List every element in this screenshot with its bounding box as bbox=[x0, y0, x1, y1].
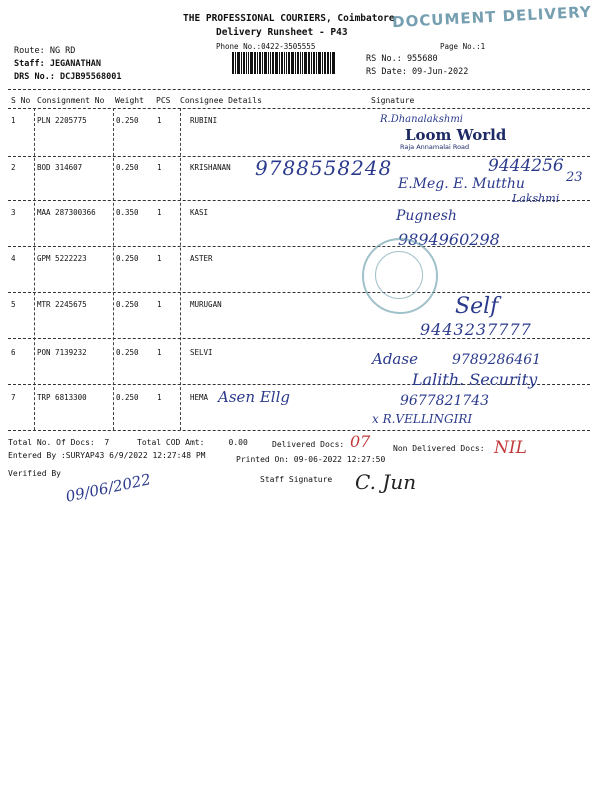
col-consignment: Consignment No bbox=[37, 96, 105, 105]
rs-date: RS Date: 09-Jun-2022 bbox=[366, 67, 469, 77]
col-signature: Signature bbox=[371, 96, 415, 105]
route: Route: NG RD bbox=[14, 46, 76, 56]
row-consignee: KASI bbox=[190, 208, 209, 217]
signature-row7-name: x R.VELLINGIRI bbox=[372, 412, 473, 426]
delivered-value: 07 bbox=[350, 432, 371, 451]
row-sno: 5 bbox=[11, 300, 16, 309]
staff-name: Staff: JEGANATHAN bbox=[14, 59, 101, 69]
row-weight: 0.250 bbox=[116, 254, 139, 263]
row-pcs: 1 bbox=[157, 393, 162, 402]
row-sno: 4 bbox=[11, 254, 16, 263]
signature-row6-phone: 9789286461 bbox=[452, 352, 542, 368]
page-number: Page No.:1 bbox=[440, 42, 486, 51]
row-sno: 2 bbox=[11, 163, 16, 172]
loom-world-stamp: Loom World bbox=[405, 126, 507, 144]
row-consignee: MURUGAN bbox=[190, 300, 222, 309]
col-sno: S No bbox=[11, 96, 31, 105]
staff-signature-label: Staff Signature bbox=[260, 475, 333, 484]
signature-row2-number: 23 bbox=[566, 170, 583, 185]
entered-by: Entered By :SURYAP43 6/9/2022 12:27:48 PM bbox=[8, 451, 206, 460]
row-consignment: MTR 2245675 bbox=[37, 300, 87, 309]
signature-row5-phone: 9443237777 bbox=[420, 320, 532, 339]
divider bbox=[8, 89, 590, 90]
drs-number: DRS No.: DCJB95568001 bbox=[14, 72, 122, 82]
signature-row6-name: Adase bbox=[372, 350, 418, 368]
page-title: Delivery Runsheet - P43 bbox=[216, 27, 348, 38]
row-consignee: ASTER bbox=[190, 254, 213, 263]
divider bbox=[8, 108, 590, 109]
signature-row2-name2: Lakshmi bbox=[512, 192, 560, 205]
row-pcs: 1 bbox=[157, 208, 162, 217]
row-consignee: HEMA bbox=[190, 393, 209, 402]
row-consignment: GPM 5222223 bbox=[37, 254, 87, 263]
rs-number: RS No.: 955680 bbox=[366, 54, 438, 64]
printed-on: Printed On: 09-06-2022 12:27:50 bbox=[236, 455, 386, 464]
divider bbox=[8, 246, 590, 247]
row-weight: 0.250 bbox=[116, 163, 139, 172]
staff-signature: C. Jun bbox=[355, 470, 417, 494]
company-name: THE PROFESSIONAL COURIERS, Coimbatore bbox=[183, 13, 395, 24]
row-weight: 0.250 bbox=[116, 393, 139, 402]
row-consignment: BOD 314607 bbox=[37, 163, 83, 172]
total-cod: Total COD Amt: 0.00 bbox=[137, 438, 248, 447]
non-delivered-label: Non Delivered Docs: bbox=[393, 444, 485, 453]
row-handwritten-note: Asen Ellg bbox=[218, 388, 290, 406]
verified-date: 09/06/2022 bbox=[64, 470, 153, 506]
row-consignment: MAA 287300366 bbox=[37, 208, 96, 217]
row-sno: 1 bbox=[11, 116, 16, 125]
row-consignment: PLN 2205775 bbox=[37, 116, 87, 125]
row-sno: 3 bbox=[11, 208, 16, 217]
row-consignment: PON 7139232 bbox=[37, 348, 87, 357]
row-consignee: RUBINI bbox=[190, 116, 218, 125]
signature-row2-phone2: 9444256 bbox=[488, 156, 564, 176]
row-consignment: TRP 6813300 bbox=[37, 393, 87, 402]
row-pcs: 1 bbox=[157, 254, 162, 263]
divider bbox=[8, 292, 590, 293]
delivered-label: Delivered Docs: bbox=[272, 440, 345, 449]
barcode bbox=[232, 52, 350, 74]
non-delivered-value: NIL bbox=[494, 438, 527, 458]
row-pcs: 1 bbox=[157, 116, 162, 125]
phone-number: Phone No.:0422-3505555 bbox=[216, 42, 316, 51]
signature-row1: R.Dhanalakshmi bbox=[380, 114, 464, 125]
row-weight: 0.250 bbox=[116, 300, 139, 309]
signature-row3-name: Pugnesh bbox=[396, 208, 457, 224]
loom-world-address: Raja Annamalai Road bbox=[400, 143, 470, 151]
row-sno: 6 bbox=[11, 348, 16, 357]
row-sno: 7 bbox=[11, 393, 16, 402]
row-pcs: 1 bbox=[157, 348, 162, 357]
row-weight: 0.250 bbox=[116, 348, 139, 357]
verified-by-label: Verified By bbox=[8, 469, 61, 478]
col-pcs: PCS bbox=[156, 96, 171, 105]
company-seal-inner bbox=[375, 251, 423, 299]
row-pcs: 1 bbox=[157, 163, 162, 172]
signature-row2-name: E.Meg. E. Mutthu bbox=[398, 176, 525, 192]
signature-row7-phone: 9677821743 bbox=[400, 393, 490, 409]
signature-row5-name: Self bbox=[455, 294, 499, 319]
signature-row6-text: Lalith. Security bbox=[412, 370, 538, 389]
row-weight: 0.250 bbox=[116, 116, 139, 125]
signature-row3-phone: 9894960298 bbox=[398, 230, 500, 249]
col-weight: Weight bbox=[115, 96, 144, 105]
row-consignee: SELVI bbox=[190, 348, 213, 357]
row-pcs: 1 bbox=[157, 300, 162, 309]
divider bbox=[8, 200, 590, 201]
row-consignee: KRISHANAN bbox=[190, 163, 231, 172]
document-delivery-stamp: DOCUMENT DELIVERY bbox=[391, 2, 593, 32]
total-docs: Total No. Of Docs: 7 bbox=[8, 438, 110, 447]
divider bbox=[8, 430, 590, 431]
row-weight: 0.350 bbox=[116, 208, 139, 217]
signature-row2-phone: 9788558248 bbox=[255, 156, 393, 180]
col-consignee: Consignee Details bbox=[180, 96, 262, 105]
